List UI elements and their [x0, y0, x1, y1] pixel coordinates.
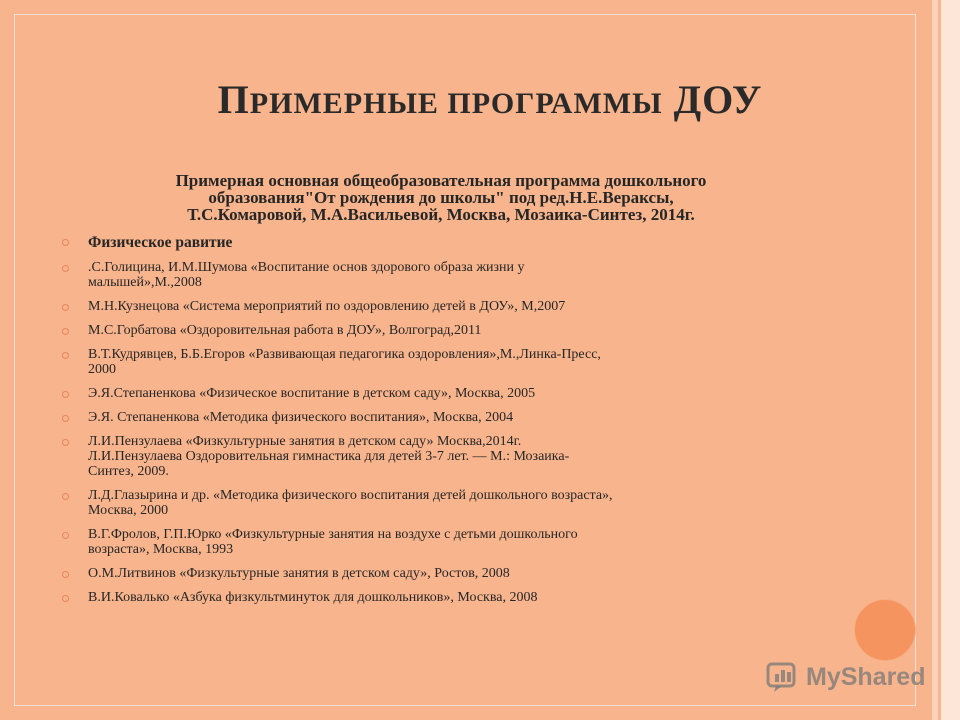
- list-item: [62, 386, 882, 401]
- list-item-line: 2000: [88, 362, 116, 377]
- list-item-line: В.И.Ковалько «Азбука физкультминуток для дошкольников», Москва, 2008: [88, 590, 538, 605]
- list-heading-text: Физическое равитие: [88, 234, 233, 251]
- list-item-line: Синтез, 2009.: [88, 464, 169, 479]
- bullet-icon: [62, 265, 69, 272]
- bibliography-list: [62, 234, 882, 614]
- list-item-line: .С.Голицина, И.М.Шумова «Воспитание основ здорового образа жизни у: [88, 260, 525, 275]
- bullet-icon: [62, 415, 69, 422]
- decorative-circle: [854, 599, 916, 661]
- bullet-icon: [62, 493, 69, 500]
- list-item: [62, 299, 882, 314]
- list-item: [62, 410, 882, 425]
- list-item: [62, 590, 882, 605]
- list-item-line: Л.И.Пензулаева Оздоровительная гимнастика для детей 3-7 лет. — М.: Мозаика-: [88, 449, 570, 464]
- bullet-icon: [62, 439, 69, 446]
- slide-title: [0, 76, 960, 123]
- list-item-line: возраста», Москва, 1993: [88, 542, 234, 557]
- program-intro: [64, 172, 818, 223]
- list-item-line: Москва, 2000: [88, 503, 169, 518]
- bullet-icon: [62, 532, 69, 539]
- bullet-icon: [62, 391, 69, 398]
- bullet-icon: [62, 571, 69, 578]
- list-item-line: Л.И.Пензулаева «Физкультурные занятия в детском саду» Москва,2014г.: [88, 434, 522, 449]
- title-rest: РИМЕРНЫЕ ПРОГРАММЫ: [249, 87, 663, 120]
- list-item: [62, 323, 882, 338]
- list-heading: [62, 234, 882, 251]
- list-item: [62, 434, 882, 479]
- list-item-line: Л.Д.Глазырина и др. «Методика физического воспитания детей дошкольного возраста»,: [88, 488, 613, 503]
- list-item-line: Э.Я. Степаненкова «Методика физического воспитания», Москва, 2004: [88, 410, 514, 425]
- myshared-logo-icon: [766, 661, 802, 693]
- list-item: [62, 260, 882, 290]
- list-item: [62, 527, 882, 557]
- list-item: [62, 488, 882, 518]
- bullet-icon: [62, 352, 69, 359]
- watermark-text: MyShared: [806, 662, 926, 691]
- title-initial: П: [217, 77, 250, 122]
- list-item-line: М.С.Горбатова «Оздоровительная работа в ДОУ», Волгоград,2011: [88, 323, 482, 338]
- list-item-line: М.Н.Кузнецова «Система мероприятий по оздоровлению детей в ДОУ», М,2007: [88, 299, 566, 314]
- title-acronym: ДОУ: [673, 77, 763, 122]
- intro-line: образования"От рождения до школы" под ред.Н.Е.Вераксы,: [208, 188, 674, 207]
- myshared-watermark[interactable]: [766, 654, 936, 700]
- bullet-icon: [62, 328, 69, 335]
- list-item: [62, 347, 882, 377]
- list-item-line: малышей»,М.,2008: [88, 275, 202, 290]
- bullet-icon: [62, 304, 69, 311]
- list-item-line: В.Т.Кудрявцев, Б.Б.Егоров «Развивающая педагогика оздоровления»,М.,Линка-Пресс,: [88, 347, 601, 362]
- intro-line: Примерная основная общеобразовательная программа дошкольного: [175, 171, 707, 190]
- list-item-line: О.М.Литвинов «Физкультурные занятия в детском саду», Ростов, 2008: [88, 566, 510, 581]
- list-item-line: Э.Я.Степаненкова «Физическое воспитание в детском саду», Москва, 2005: [88, 386, 536, 401]
- bullet-icon: [62, 239, 69, 246]
- bullet-icon: [62, 595, 69, 602]
- list-item-line: В.Г.Фролов, Г.П.Юрко «Физкультурные занятия на воздухе с детьми дошкольного: [88, 527, 578, 542]
- intro-line: Т.С.Комаровой, М.А.Васильевой, Москва, Мозаика-Синтез, 2014г.: [187, 205, 695, 224]
- list-item: [62, 566, 882, 581]
